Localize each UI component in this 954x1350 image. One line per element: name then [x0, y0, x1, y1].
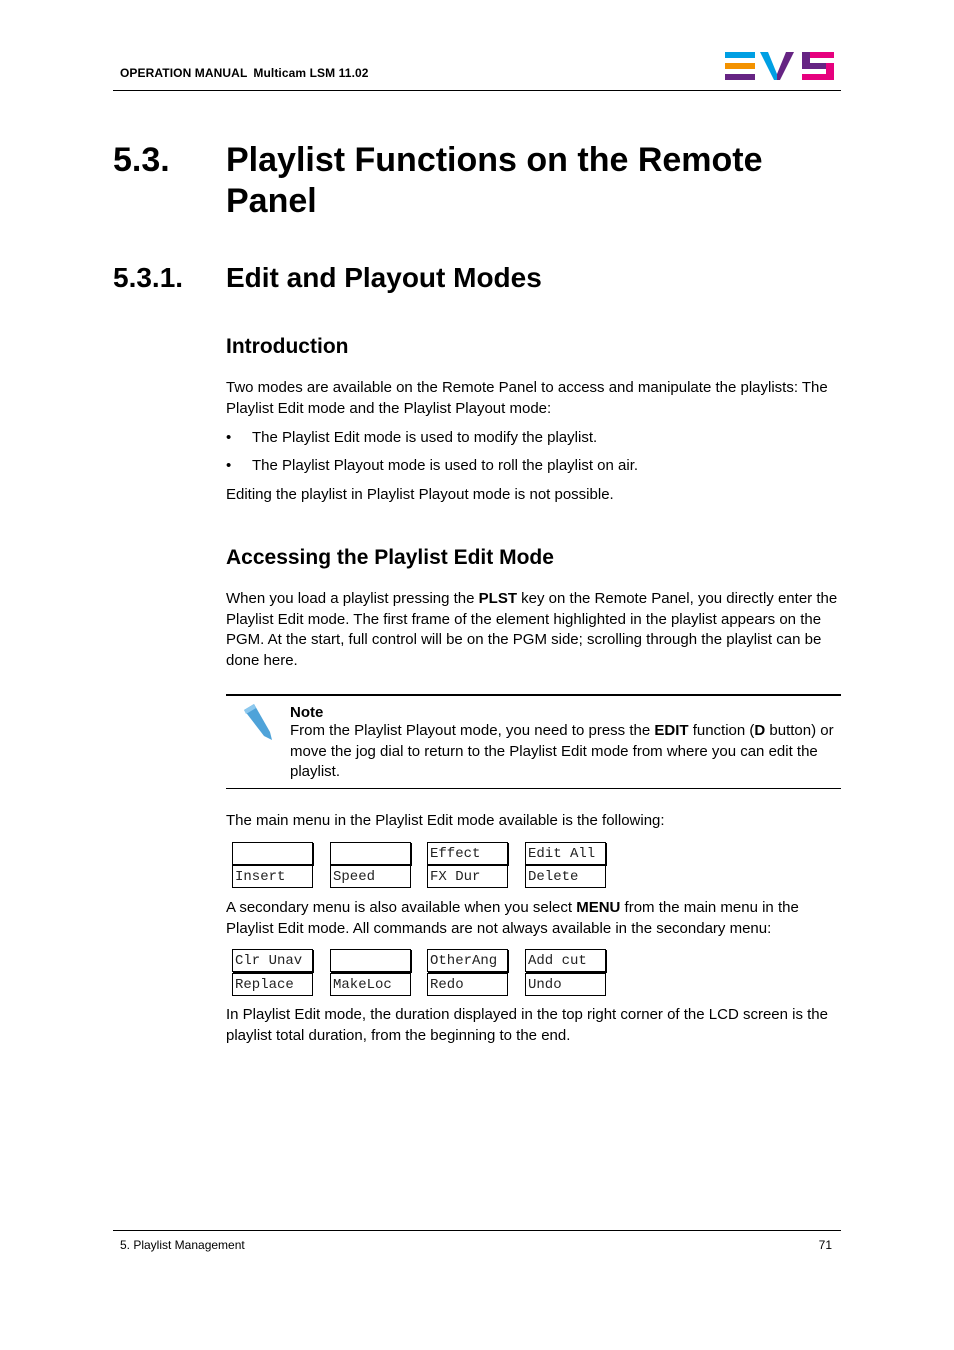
lcd-cell-f5: Insert	[232, 865, 313, 888]
note-bottom-rule	[226, 788, 841, 789]
lcd-cell-f2	[330, 842, 411, 865]
subsection-number: 5.3.1.	[113, 262, 184, 293]
note-text	[290, 721, 838, 783]
product-label: Multicam LSM 11.02	[253, 66, 369, 80]
text-run: button) or move the jog dial to return to the Playlist Edit mode from where you can edit the playlist.	[290, 722, 834, 780]
lcd-cell-f1: Clr Unav	[232, 949, 313, 972]
lcd-cell-f7: FX Dur	[427, 865, 508, 888]
bullet-marker: •	[226, 429, 232, 446]
main-menu-lcd	[231, 842, 611, 892]
subsection-title: Edit and Playout Modes	[226, 262, 542, 293]
text-run: function (	[688, 722, 755, 739]
menu-key-label: MENU	[576, 899, 621, 916]
text-run: When you load a playlist pressing the	[226, 590, 479, 607]
lcd-cell-f6: MakeLoc	[330, 973, 411, 996]
lcd-cell-f6: Speed	[330, 865, 411, 888]
lcd-cell-f2	[330, 949, 411, 972]
lcd-cell-f4: Add cut	[525, 949, 606, 972]
lcd-cell-f7: Redo	[427, 973, 508, 996]
note-top-rule	[226, 694, 841, 696]
introduction-heading: Introduction	[226, 335, 349, 358]
lcd-cell-f3: Effect	[427, 842, 508, 865]
closing-paragraph: In Playlist Edit mode, the duration displayed in the top right corner of the LCD screen is the playlist total duration, from the beginning to the end.	[226, 1006, 828, 1044]
d-button-label: D	[754, 722, 766, 739]
text-run: A secondary menu is also available when you select	[226, 899, 577, 916]
section-number: 5.3.	[113, 141, 170, 179]
lcd-cell-f3: OtherAng	[427, 949, 508, 972]
text-run: key on the Remote Panel, you directly enter the Playlist Edit mode. The first frame of the element highlighted in the playlist appears on the PGM. At the start, full control will be on the PGM side; scrolling through the playlist can be done here.	[226, 590, 838, 669]
note-title: Note	[290, 704, 324, 721]
bullet-text: The Playlist Edit mode is used to modify the playlist.	[252, 429, 598, 446]
lcd-cell-f8: Delete	[525, 865, 606, 888]
secondary-menu-lcd	[231, 949, 611, 999]
manual-label: OPERATION MANUAL	[120, 66, 248, 80]
lcd-cell-f5: Replace	[232, 973, 313, 996]
running-header	[120, 66, 369, 80]
text-run: From the Playlist Playout mode, you need to press the	[290, 722, 655, 739]
intro-closing-paragraph: Editing the playlist in Playlist Playout mode is not possible.	[226, 486, 614, 503]
text-run: from the main menu in the Playlist Edit mode. All commands are not always available in the secondary menu:	[226, 899, 799, 937]
edit-function-label: EDIT	[654, 722, 689, 739]
main-menu-intro: The main menu in the Playlist Edit mode available is the following:	[226, 812, 665, 829]
secondary-menu-intro	[226, 898, 841, 939]
evs-logo-graphic	[724, 52, 836, 82]
footer-chapter: 5. Playlist Management	[120, 1238, 245, 1252]
page-number: 71	[818, 1238, 832, 1252]
header-rule	[113, 90, 841, 91]
bullet-marker: •	[226, 457, 232, 474]
plst-key-label: PLST	[478, 590, 517, 607]
accessing-paragraph	[226, 589, 844, 671]
lcd-cell-f4: Edit All	[525, 842, 606, 865]
lcd-cell-f1	[232, 842, 313, 865]
pencil-icon	[240, 702, 274, 742]
section-title: Playlist Functions on the Remote Panel	[226, 141, 763, 220]
evs-logo	[724, 52, 836, 82]
bullet-text: The Playlist Playout mode is used to roll the playlist on air.	[252, 457, 639, 474]
intro-paragraph: Two modes are available on the Remote Panel to access and manipulate the playlists: The Playlist Edit mode and the Playlist Playout mode:	[226, 379, 828, 417]
accessing-heading: Accessing the Playlist Edit Mode	[226, 546, 554, 569]
footer-rule	[113, 1230, 841, 1231]
lcd-cell-f8: Undo	[525, 973, 606, 996]
